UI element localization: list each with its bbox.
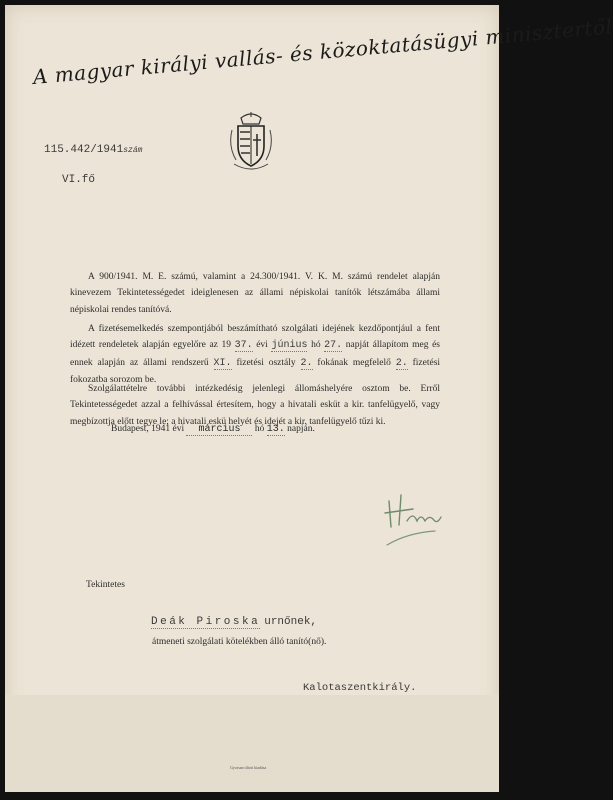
lower-fold [5, 695, 499, 792]
ministry-header: A magyar királyi vallás- és közoktatásügyi minisztertől [31, 14, 613, 89]
document-page [5, 5, 613, 792]
paragraph-salary [70, 321, 440, 388]
printer-note: Gyorsan tiltott kiadása [230, 765, 267, 770]
recipient-suffix: urnőnek, [264, 616, 318, 628]
reference-number: 115.442/1941 [44, 144, 124, 156]
para2-text-a: A fizetésemelkedés szempontjából beszámítható szolgálati idejének kezdőpontjául a fent idézett rendeletek alapján egyelőre az 19 [70, 324, 440, 351]
paragraph-appointment: A 900/1941. M. E. számú, valamint a 24.300/1941. V. K. M. számú rendelet alapján kinevezem Tekintetességedet ideiglenesen az állami népiskolai tanítók létszámába állami népiskolai rendes tanítóvá. [70, 272, 440, 315]
date-text-a: Budapest, 1941 évi [111, 424, 185, 434]
para2-text-b: évi [256, 340, 268, 351]
para2-text-f: fokának megfelelő [317, 357, 391, 368]
salary-step: 2. [395, 357, 408, 369]
salary-class: XI. [213, 357, 232, 369]
school-location: Kalotaszentkirály. [303, 682, 417, 694]
para2-text-c: hó [311, 340, 321, 351]
reference-number-line [44, 144, 142, 156]
para2-text-e: fizetési osztály [236, 357, 296, 368]
recipient-name: Deák Piroska [151, 616, 261, 628]
date-line [111, 423, 315, 436]
para2-text-d: napját állapítom meg és ennek alapján az állami rendszerű [70, 340, 440, 368]
start-month: június [271, 340, 308, 352]
date-month: március [186, 424, 252, 436]
signature-mark [377, 481, 447, 551]
recipient-line [151, 611, 317, 629]
division-code: VI.fő [62, 174, 96, 186]
paragraph-assignment: Szolgálattételre további intézkedésig jelenlegi állomáshelyére osztom be. Erről Tekintetességedet azzal a felhívással értesítem, hogy a hivatali esküt a kir. tanfelügyelő, vagy megbízottja előtt tegye le; a hivatali eskü helyét és idejét a kir. tanfelügyelő tűzi ki. [70, 384, 440, 427]
date-text-b: hó [254, 424, 265, 434]
date-day: 13. [266, 424, 285, 435]
date-text-c: napján. [287, 424, 315, 434]
start-year: 37. [234, 340, 253, 352]
salary-grade: 2. [300, 357, 313, 369]
recipient-role: átmeneti szolgálati kötelékben álló tanító(nő). [152, 637, 327, 647]
start-day: 27. [324, 340, 343, 352]
para2-text-g: fizetési fokozatba sorozom be. [70, 357, 441, 385]
salutation: Tekintetes [86, 580, 125, 590]
reference-suffix: szám [123, 146, 143, 155]
hungarian-coat-of-arms-icon [224, 112, 278, 174]
